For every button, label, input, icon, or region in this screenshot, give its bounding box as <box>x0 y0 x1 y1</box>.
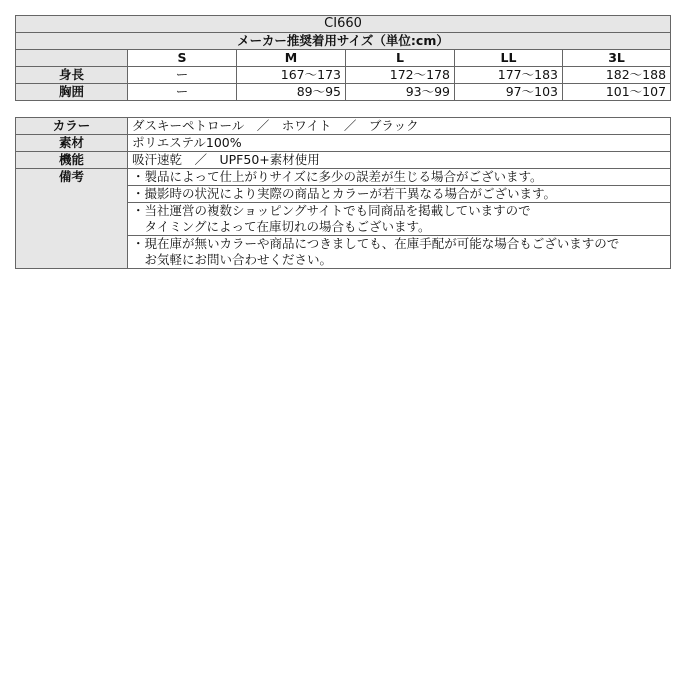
spec-table <box>15 117 671 269</box>
height-3l: 182～188 <box>563 67 671 84</box>
note-item-3-line2: タイミングによって在庫切れの場合もございます。 <box>132 219 431 234</box>
note-item-2: ・撮影時の状況により実際の商品とカラーが若干異なる場合がございます。 <box>128 186 671 203</box>
height-l: 172～178 <box>346 67 455 84</box>
note-item-4-line2: お気軽にお問い合わせください。 <box>132 252 333 267</box>
height-ll: 177～183 <box>455 67 563 84</box>
note-item-4-line1: ・現在庫が無いカラーや商品につきましても、在庫手配が可能な場合もございますので <box>132 236 620 251</box>
material-value: ポリエステル100% <box>128 135 671 152</box>
spec-row-function <box>16 152 671 169</box>
height-m: 167～173 <box>237 67 346 84</box>
size-row-height <box>16 67 671 84</box>
size-header-s: S <box>128 50 237 67</box>
size-header-3l: 3L <box>563 50 671 67</box>
size-table <box>15 15 671 101</box>
note-row-1 <box>16 169 671 186</box>
color-label: カラー <box>16 118 128 135</box>
notes-label: 備考 <box>16 169 128 269</box>
size-header-l: L <box>346 50 455 67</box>
spec-row-color <box>16 118 671 135</box>
size-row-chest <box>16 84 671 101</box>
note-item-4 <box>128 236 671 269</box>
size-header-empty <box>16 50 128 67</box>
chest-l: 93～99 <box>346 84 455 101</box>
material-label: 素材 <box>16 135 128 152</box>
function-value: 吸汗速乾 ／ UPF50+素材使用 <box>128 152 671 169</box>
chest-3l: 101～107 <box>563 84 671 101</box>
chest-s: ー <box>128 84 237 101</box>
chest-ll: 97～103 <box>455 84 563 101</box>
note-item-3 <box>128 203 671 236</box>
note-item-3-line1: ・当社運営の複数ショッピングサイトでも同商品を掲載していますので <box>132 203 531 218</box>
function-label: 機能 <box>16 152 128 169</box>
model-number: CI660 <box>16 16 671 33</box>
size-table-subtitle: メーカー推奨着用サイズ（単位:cm） <box>16 33 671 50</box>
chest-m: 89～95 <box>237 84 346 101</box>
note-item-1: ・製品によって仕上がりサイズに多少の誤差が生じる場合がございます。 <box>128 169 671 186</box>
height-s: ー <box>128 67 237 84</box>
size-header-m: M <box>237 50 346 67</box>
spec-row-material <box>16 135 671 152</box>
row-label-height: 身長 <box>16 67 128 84</box>
color-value: ダスキーペトロール ／ ホワイト ／ ブラック <box>128 118 671 135</box>
row-label-chest: 胸囲 <box>16 84 128 101</box>
size-header-ll: LL <box>455 50 563 67</box>
